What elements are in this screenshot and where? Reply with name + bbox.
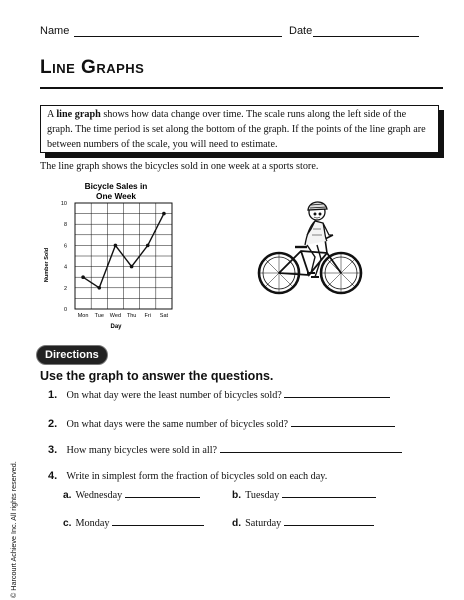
y-tick-label: 6: [63, 243, 67, 250]
question-text: On what days were the same number of bicycles sold?: [66, 419, 289, 430]
y-tick-label: 10: [60, 201, 67, 207]
x-tick-label: Wed: [109, 313, 122, 319]
data-point: [97, 286, 101, 290]
x-tick-label: Fri: [144, 313, 151, 319]
definition-box: [40, 105, 439, 153]
x-tick-label: Sat: [159, 313, 169, 319]
question-text: Write in simplest form the fraction of bicycles sold on each day.: [66, 471, 328, 482]
boy-on-bicycle-illustration: [255, 195, 365, 300]
sub-question-b: [232, 490, 376, 501]
chart-title-line-2: One Week: [96, 191, 136, 201]
data-point: [81, 275, 85, 279]
data-point: [162, 212, 166, 216]
question-number: 1.: [48, 389, 58, 401]
name-label: Name: [40, 25, 70, 37]
x-tick-label: Mon: [77, 313, 89, 319]
definition-after: shows how data change over time. The scale runs along the left side of the graph. The time period is set along the bottom of the graph. If the points of the line graph are between numbers of the scale, you will need to estimate.: [47, 109, 426, 151]
definition-term: line graph: [56, 109, 101, 120]
question-2: [48, 418, 395, 430]
intro-text: The line graph shows the bicycles sold in one week at a sports store.: [40, 161, 319, 172]
data-point: [114, 244, 118, 248]
answer-line-c[interactable]: [112, 525, 204, 526]
sub-letter: a.: [63, 490, 72, 501]
answer-line-1[interactable]: [284, 397, 390, 398]
date-field[interactable]: [289, 25, 312, 37]
question-text: On what day were the least number of bicycles sold?: [66, 390, 282, 401]
name-field[interactable]: [40, 25, 69, 37]
y-tick-labels: [61, 201, 67, 313]
name-line[interactable]: [74, 36, 282, 37]
x-tick-label: Thu: [126, 313, 137, 319]
x-tick-label: Tue: [94, 313, 104, 319]
sub-question-d: [232, 518, 374, 529]
question-number: 2.: [48, 418, 58, 430]
instruction-heading: Use the graph to answer the questions.: [40, 369, 274, 383]
answer-line-2[interactable]: [291, 426, 395, 427]
x-tick-labels: [78, 313, 169, 319]
date-label: Date: [289, 25, 313, 37]
question-3: [48, 444, 402, 456]
sub-text: Wednesday: [75, 490, 123, 501]
sub-letter: c.: [63, 518, 72, 529]
directions-badge: Directions: [36, 345, 108, 365]
definition-before: A: [47, 109, 57, 120]
sub-text: Monday: [75, 518, 110, 529]
y-tick-label: 0: [63, 307, 67, 313]
sub-text: Saturday: [245, 518, 282, 529]
question-number: 4.: [48, 470, 58, 482]
sub-letter: d.: [232, 518, 242, 529]
data-point: [130, 265, 134, 269]
question-text: How many bicycles were sold in all?: [66, 445, 218, 456]
line-chart: [40, 178, 190, 333]
chart-title-line-1: Bicycle Sales in: [84, 181, 148, 191]
sub-text: Tuesday: [245, 490, 280, 501]
question-1: [48, 389, 390, 401]
copyright-notice: © Harcourt Achieve Inc. All rights reserved.: [9, 461, 18, 598]
title-rule: [40, 87, 443, 89]
y-axis-label: Number Sold: [44, 247, 50, 283]
answer-line-b[interactable]: [282, 497, 376, 498]
question-4: [48, 470, 327, 482]
answer-line-d[interactable]: [284, 525, 374, 526]
answer-line-3[interactable]: [220, 452, 402, 453]
page-title: Line Graphs: [40, 57, 145, 78]
sub-question-c: [63, 518, 204, 529]
sub-question-a: [63, 490, 200, 501]
y-tick-label: 8: [63, 222, 67, 229]
definition-text: [47, 107, 432, 153]
date-line[interactable]: [313, 36, 419, 37]
question-number: 3.: [48, 444, 58, 456]
x-axis-label: Day: [110, 324, 122, 330]
y-tick-label: 2: [63, 285, 67, 292]
y-tick-label: 4: [63, 264, 67, 271]
sub-letter: b.: [232, 490, 242, 501]
data-point: [146, 244, 150, 248]
answer-line-a[interactable]: [125, 497, 200, 498]
